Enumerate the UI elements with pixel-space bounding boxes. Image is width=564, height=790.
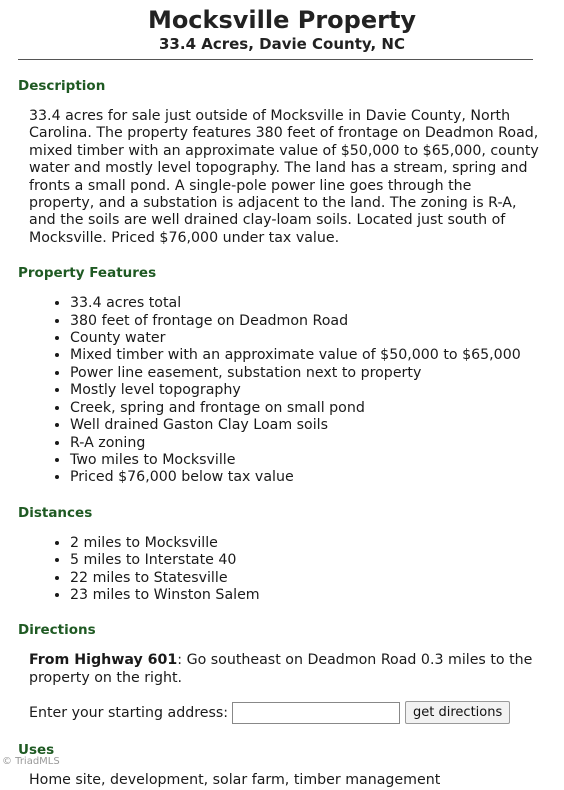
page-header xyxy=(0,0,564,53)
get-directions-button[interactable]: get directions xyxy=(405,701,510,724)
list-item: • Creek, spring and frontage on small pond xyxy=(70,400,564,417)
uses-text: Home site, development, solar farm, timber management xyxy=(29,772,441,789)
list-item: • Mixed timber with an approximate value of $50,000 to $65,000 xyxy=(70,347,564,364)
watermark: © TriadMLS xyxy=(2,756,60,767)
distances-list xyxy=(0,535,564,605)
list-item: • Mostly level topography xyxy=(70,382,564,399)
list-item: • Priced $76,000 below tax value xyxy=(70,469,564,486)
list-item: • Well drained Gaston Clay Loam soils xyxy=(70,417,564,434)
description-heading: Description xyxy=(18,78,106,94)
list-item: • 5 miles to Interstate 40 xyxy=(70,552,564,569)
list-item: • County water xyxy=(70,330,564,347)
page-subtitle: 33.4 Acres, Davie County, NC xyxy=(159,35,405,53)
list-item: • Two miles to Mocksville xyxy=(70,452,564,469)
directions-text xyxy=(29,652,534,687)
features-heading: Property Features xyxy=(18,265,157,282)
address-form xyxy=(29,701,564,724)
distances-heading: Distances xyxy=(18,504,93,521)
list-item: • R-A zoning xyxy=(70,435,564,452)
address-label: Enter your starting address: xyxy=(29,704,229,721)
list-item: • 2 miles to Mocksville xyxy=(70,535,564,552)
list-item: • 33.4 acres total xyxy=(70,295,564,312)
directions-from-label: From Highway 601 xyxy=(29,652,178,669)
list-item: • 23 miles to Winston Salem xyxy=(70,587,564,604)
directions-heading: Directions xyxy=(18,622,96,639)
uses-heading: Uses xyxy=(18,742,55,759)
directions-body: : Go southeast on Deadmon Road 0.3 miles to the property on the right. xyxy=(29,652,533,686)
list-item: • 22 miles to Statesville xyxy=(70,570,564,587)
list-item: • Power line easement, substation next to property xyxy=(70,365,564,382)
header-divider xyxy=(18,59,533,60)
list-item: • 380 feet of frontage on Deadmon Road xyxy=(70,313,564,330)
features-list xyxy=(0,295,564,486)
page-title: Mocksville Property xyxy=(147,6,417,34)
description-text: 33.4 acres for sale just outside of Mocksville in Davie County, North Carolina. The property features 380 feet of frontage on Deadmon Road, mixed timber with an approximate value of $50,000 to $65,000, county water and mostly level topography. The land has a stream, spring and fronts a small pond. A single-pole power line goes through the property, and a substation is adjacent to the land. The zoning is R-A, and the soils are well drained clay-loam soils. Located just south of Mocksville. Priced $76,000 under tax value. xyxy=(29,108,539,246)
starting-address-input[interactable] xyxy=(232,702,400,724)
